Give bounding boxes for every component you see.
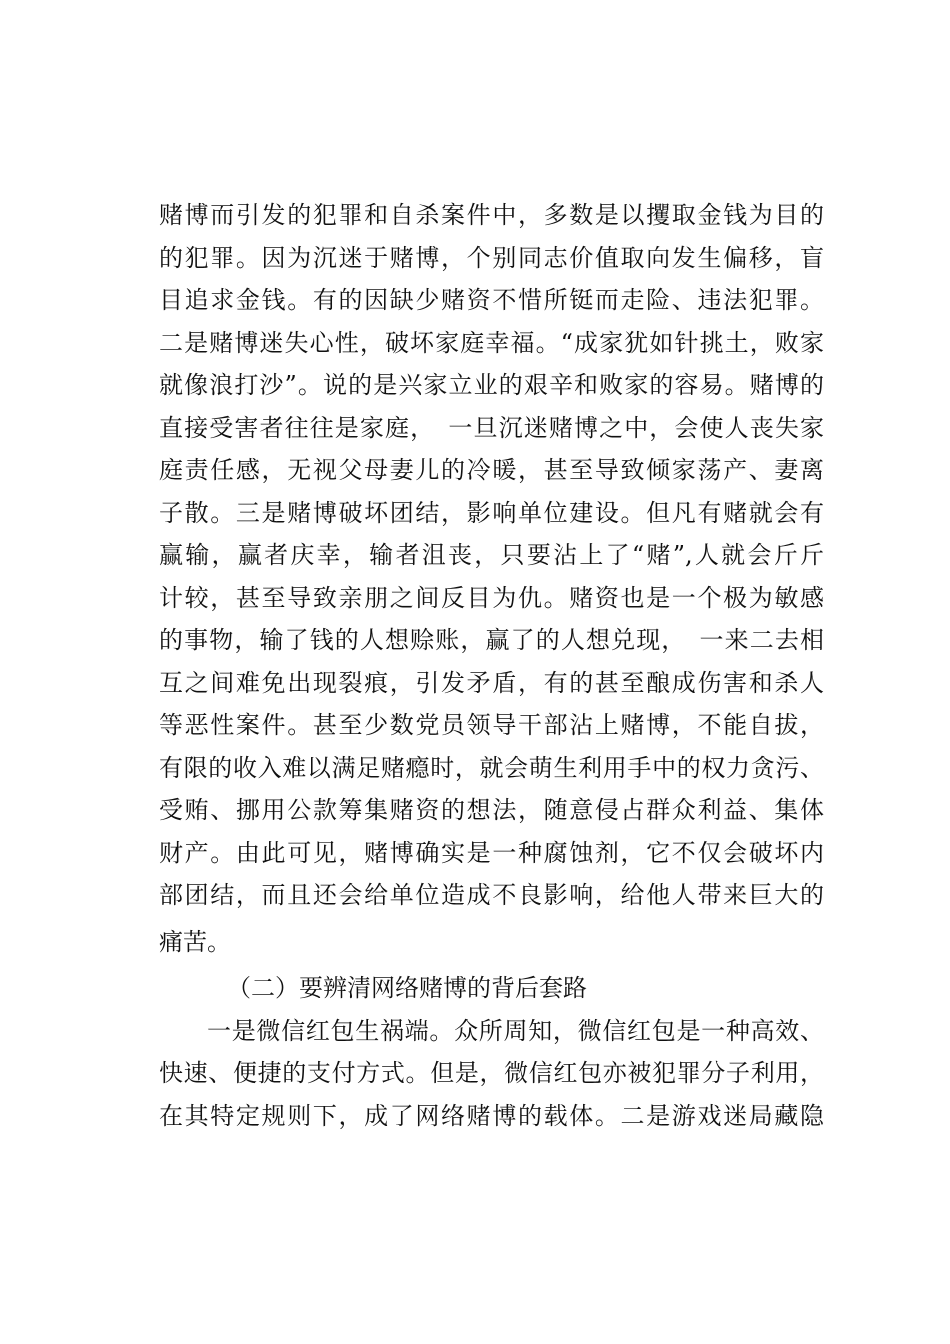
- text-line: 目追求金钱。有的因缺少赌资不惜所铤而走险、违法犯罪。: [159, 286, 824, 314]
- text-line: 赌博而引发的犯罪和自杀案件中，多数是以攫取金钱为目的: [159, 201, 824, 229]
- text-line: 互之间难免出现裂痕，引发矛盾，有的甚至酿成伤害和杀人: [159, 668, 824, 697]
- text-line: 在其特定规则下，成了网络赌博的载体。二是游戏迷局藏隐: [159, 1101, 824, 1130]
- text-line: 二是赌博迷失心性，破坏家庭幸福。“成家犹如针挑土，败家: [159, 328, 824, 357]
- text-line: 一是微信红包生祸端。众所周知，微信红包是一种高效、: [207, 1016, 824, 1045]
- text-line: 计较，甚至导致亲朋之间反目为仇。赌资也是一个极为敏感: [159, 583, 824, 612]
- text-line: 部团结，而且还会给单位造成不良影响，给他人带来巨大的: [159, 881, 824, 909]
- text-line: 就像浪打沙”。说的是兴家立业的艰辛和败家的容易。赌博的: [159, 371, 824, 399]
- text-line: 痛苦。: [159, 927, 231, 956]
- text-line: 等恶性案件。甚至少数党员领导干部沾上赌博，不能自拔，: [159, 711, 824, 739]
- text-line: 快速、便捷的支付方式。但是，微信红包亦被犯罪分子利用，: [159, 1059, 824, 1087]
- text-line: 赢输，赢者庆幸，输者沮丧，只要沾上了“赌”,人就会斤斤: [159, 541, 824, 569]
- text-line: 直接受害者往往是家庭， 一旦沉迷赌博之中，会使人丧失家: [159, 413, 824, 442]
- text-line: 的事物，输了钱的人想赊账，赢了的人想兑现， 一来二去相: [159, 626, 824, 654]
- text-line: 财产。由此可见，赌博确实是一种腐蚀剂，它不仅会破坏内: [159, 838, 824, 867]
- section-heading: （二）要辨清网络赌博的背后套路: [227, 974, 587, 1002]
- text-line: 受贿、挪用公款筹集赌资的想法，随意侵占群众利益、集体: [159, 796, 824, 824]
- body-text: [159, 194, 824, 1137]
- text-line: 的犯罪。因为沉迷于赌博，个别同志价值取向发生偏移，盲: [159, 243, 824, 272]
- text-line: 子散。三是赌博破坏团结，影响单位建设。但凡有赌就会有: [159, 498, 824, 527]
- text-line: 有限的收入难以满足赌瘾时，就会萌生利用手中的权力贪污、: [159, 753, 824, 782]
- text-line: 庭责任感，无视父母妻儿的冷暖，甚至导致倾家荡产、妻离: [159, 456, 824, 484]
